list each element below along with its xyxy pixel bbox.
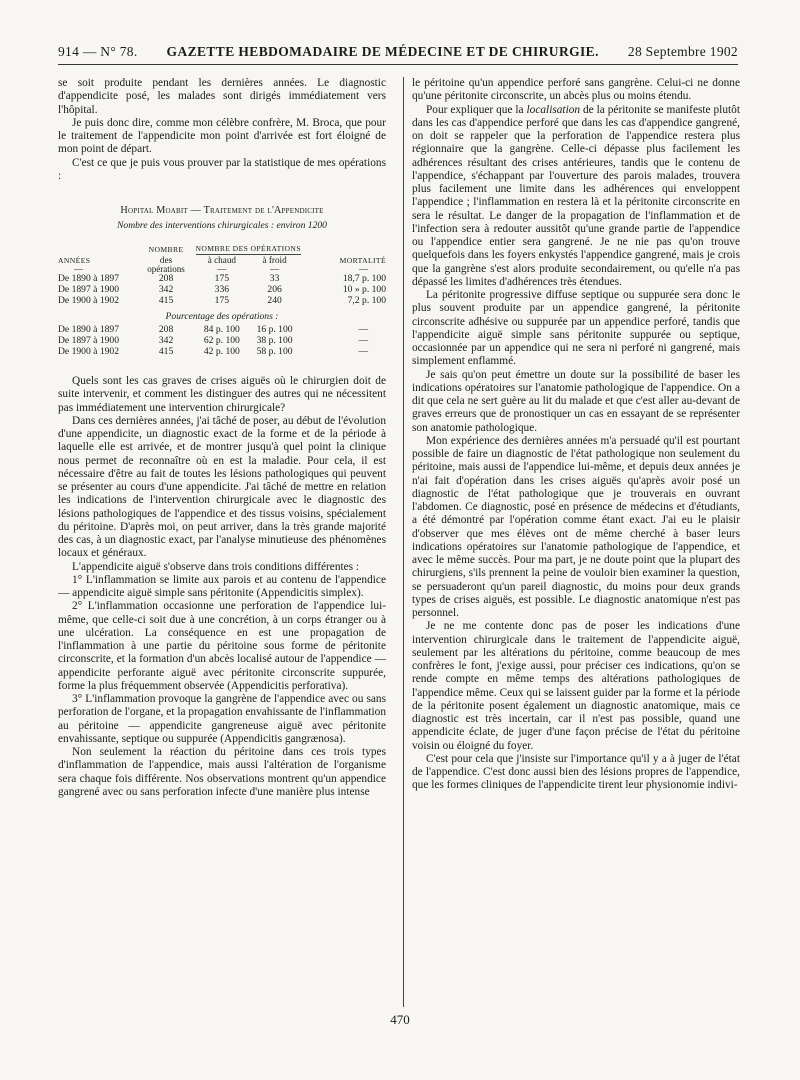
paragraph: Dans ces dernières années, j'ai tâché de poser, au début de l'évolution d'une appendicite, un diagnostic exact de la forme et de la période à laquelle elle est arrivée, et de montrer jusqu'à quel point la clinique nous permet de reconnaître où en est la maladie. Pour cela, il est nécessaire d'être au fait de toutes les lésions pathologiques qui peuvent se présenter au cours d'une appendicite. J'ai tâché de mettre en relation les indications de l'intervention chirurgicale avec le diagnostic des lésions pathologiques de l'appendice et des tissus voisins, spécialement du péritoine. D'après moi, on peut arriver, dans la très grande majorité des cas, à un diagnostic exact, par l'analyse minutieuse des phénomènes locaux et généraux. <box>58 414 386 560</box>
header-page-number: 914 — N° 78. <box>58 44 138 59</box>
dash: — <box>359 264 368 274</box>
table-row: De 1897 à 1900 342 62 p. 100 38 p. 100 — <box>58 335 368 346</box>
paragraph: Je puis donc dire, comme mon célèbre confrère, M. Broca, que pour le traitement de l'appendicite mon point d'arrivée est fort éloigné de mon point de départ. <box>58 116 386 156</box>
header-annees: ANNÉES <box>58 256 91 265</box>
table-title: Hopital Moabit — Traitement de l'Appendicite <box>120 205 324 216</box>
right-column <box>412 77 740 793</box>
dash: — <box>217 264 227 274</box>
header-nombre-des-operations: NOMBRE DES OPÉRATIONS <box>195 244 301 253</box>
footer-page-number: 470 <box>390 1012 410 1027</box>
header-nombre: NOMBRE <box>148 244 184 254</box>
dash: — <box>270 264 280 274</box>
operations-table <box>58 243 386 357</box>
table-row: De 1890 à 1897 208 175 33 18,7 p. 100 <box>58 273 386 284</box>
paragraph: se soit produite pendant les dernières années. Le diagnostic d'appendicite posé, les malades sont dirigés immédiatement vers l'hôpital. <box>58 77 386 116</box>
dash: — <box>74 264 83 274</box>
paragraph: 3° L'inflammation provoque la gangrène de l'appendice avec ou sans perforation de l'organe, et la propagation envahissante de l'inflammation au péritoine — appendicite gangreneuse aiguë avec péritonite envahissante, septique ou suppurée (Appendicitis gangrænosa). <box>58 693 387 745</box>
paragraph: C'est pour cela que j'insiste sur l'importance qu'il y a à juger de l'état de l'appendice. C'est donc aussi bien des lésions propres de l'appendice, que les formes cliniques de l'appendicite tirent leur physionomie indivi- <box>412 752 740 792</box>
header-a-froid: à froid <box>262 255 287 265</box>
header-rule <box>58 64 738 65</box>
table-row: De 1900 à 1902 415 42 p. 100 58 p. 100 — <box>58 346 368 357</box>
paragraph: Non seulement la réaction du péritoine dans ces trois types d'inflammation de l'appendice, mais aussi l'altération de l'organisme sera chaque fois différente. Nos observations montrent qu'un appendice gangrené avec ou sans perforation infecte d'une manière plus intense <box>58 746 386 798</box>
percentage-subtitle: Pourcentage des opérations : <box>165 311 279 322</box>
table-row: De 1900 à 1902 415 175 240 7,2 p. 100 <box>58 295 386 306</box>
paragraph: L'appendicite aiguë s'observe dans trois conditions différentes : <box>72 560 360 573</box>
paragraph: C'est ce que je puis vous prouver par la statistique de mes opérations : <box>58 156 386 182</box>
emphasis: localisation <box>526 103 581 116</box>
paragraph: La péritonite progressive diffuse septique ou suppurée sera donc le plus souvent produite par un appendice gangrené, la péritonite circonscrite adhésive ou suppurée par un appendice perforé, tandis que l'appendicite aiguë simple sans péritonite suppurée ou septique, occasionnée par un appendice qui ne sera ni perforé ni gangrené, mais simplement enflammé. <box>412 289 740 368</box>
paragraph: Mon expérience des dernières années m'a persuadé qu'il est pourtant possible de faire un diagnostic de l'état pathologique non seulement du péritoine, mais aussi de l'appendice lui-même, et depuis deux années je n'ai fait d'opération dans les crises aiguës qu'après avoir posé un diagnostic de l'état pathologique que je trouverais en ouvrant l'abdomen. Ce diagnostic, posé en présence de médecins et d'étudiants, a été démontré par l'opération comme étant exact. J'ai eu le plaisir d'observer que mes élèves ont de même cherché à baser leurs indications opératoires sur l'anatomie pathologique de l'appendice, et avec le même succès. Pour ma part, je ne doute point que la plupart des chirurgiens, s'ils prennent la peine de vouloir bien examiner la question, se persuaderont qu'un pareil diagnostic, du moins pour deux grands types de crises aiguës, est possible. Le diagnostic anatomique n'est pas personnel. <box>412 434 740 619</box>
paragraph: 2° L'inflammation occasionne une perforation de l'appendice lui-même, que celle-ci soit due à une concrétion, à un corps étranger ou à une ulcération. La conséquence en est une propagation de l'inflammation à une partie du péritoine sous forme de péritonite circonscrite, et la formation d'un abcès localisé autour de l'appendice — appendicite perforante aiguë avec péritonite circonscrite suppurée, forme la plus fréquemment observée (Appendicitis perforativa). <box>58 600 386 692</box>
paragraph: Quels sont les cas graves de crises aiguës où le chirurgien doit de suite intervenir, et comment les distinguer des autres qui ne nécessitent pas immédiatement une intervention chirurgicale? <box>58 375 386 414</box>
paragraph: Je ne me contente donc pas de poser les indications d'une intervention chirurgicale dans le traitement de l'appendicite aiguë, seulement par les altérations du péritoine, comme beaucoup de mes confrères le font, j'exige aussi, pour préciser ces indications, qu'on se rende compte en même temps des altérations pathologiques de l'appendice même. Ceux qui se laissent guider par la forme et la période de la péritonite posent également un diagnostic anatomique, mais ce diagnostic est très incertain, car il n'est pas possible, quand une appendicite éclate, de juger d'une façon précise de l'état du péritoine voisin ou éloigné du foyer. <box>412 620 740 752</box>
paragraph: Pour expliquer que la localisation de la péritonite se manifeste plutôt dans les cas d'appendice perforé que dans les cas d'appendice gangrené, on doit se rappeler que la perforation de l'appendice restera plus régionnaire que la gangrène. Celle-ci dépasse plus facilement les adhérences résultant des crises antérieures, tandis que le contenu de l'appendice, s'échappant par l'ouverture des parois malades, trouvera plus facilement une limite dans les adhérences qui enveloppent l'appendice ; l'inflammation en restera là et la péritonite circonscrite en sera le résultat. Le danger de la propagation de l'inflammation et de l'infection sera à redouter aussitôt qu'une grande partie de l'appendice ou l'appendice entier sera gangrené. Je ne nie pas qu'on trouve quelquefois dans les foyers enkystés l'appendice gangrené, mais je crois que la gangrène s'est alors produite secondairement, ou qu'elle n'a pas dépassé les limites d'adhérences très étendues. <box>412 103 740 288</box>
left-column <box>58 77 386 799</box>
table-row: De 1897 à 1900 342 336 206 10 » p. 100 <box>58 284 386 295</box>
header-des: des <box>159 255 173 265</box>
header-mortalite: MORTALITÉ <box>339 256 386 265</box>
running-header <box>58 44 738 64</box>
header-a-chaud: à chaud <box>207 255 237 265</box>
table-subtitle: Nombre des interventions chirurgicales : environ 1200 <box>117 220 327 231</box>
table-row: De 1890 à 1897 208 84 p. 100 16 p. 100 — <box>58 324 368 335</box>
header-journal-title: GAZETTE HEBDOMADAIRE DE MÉDECINE ET DE CHIRURGIE. <box>166 44 599 59</box>
header-date: 28 Septembre 1902 <box>627 44 738 59</box>
column-divider <box>403 77 404 1007</box>
header-operations: opérations <box>147 264 185 274</box>
paragraph: 1° L'inflammation se limite aux parois et au contenu de l'appendice — appendicite aiguë simple sans péritonite (Appendicitis simplex). <box>58 573 386 599</box>
paragraph: le péritoine qu'un appendice perforé sans gangrène. Celui-ci ne donne qu'une péritonite circonscrite, un abcès plus ou moins étendu. <box>412 77 740 103</box>
paragraph: Je sais qu'on peut émettre un doute sur la possibilité de baser les indications opératoires sur l'anatomie pathologique de l'appendice. On a dit que cela ne sert guère au lit du malade et que c'est aller au-devant de graves erreurs que de pronostiquer un cas en essayant de se représenter son anatomie pathologique. <box>412 368 740 434</box>
statistics-table <box>58 205 386 357</box>
